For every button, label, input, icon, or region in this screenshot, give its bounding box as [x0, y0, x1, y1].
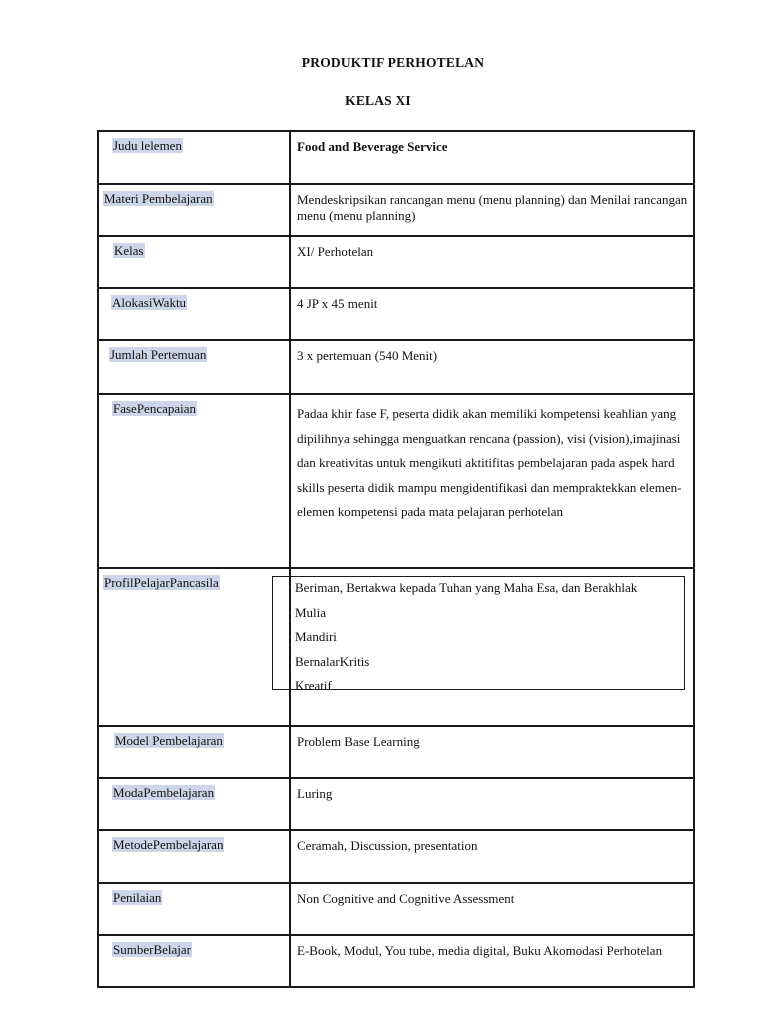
row-label-cell: [98, 830, 290, 883]
row-label: Materi Pembelajaran: [104, 191, 213, 206]
row-label-cell: [98, 288, 290, 340]
row-value-cell: [290, 935, 694, 987]
row-value-cell: [290, 236, 694, 288]
table-row: [98, 394, 694, 568]
row-value-cell: [290, 726, 694, 778]
list-item: Mandiri: [295, 629, 337, 644]
row-label: ProfilPelajarPancasila: [104, 575, 219, 590]
row-value: Non Cognitive and Cognitive Assessment: [297, 891, 515, 906]
list-item: Mulia: [295, 604, 327, 620]
row-label-cell: [98, 935, 290, 987]
list-item: Beriman, Bertakwa kepada Tuhan yang Maha Esa, dan Berakhlak: [295, 580, 638, 595]
row-label: Penilaian: [113, 890, 162, 905]
row-value: 4 JP x 45 menit: [297, 296, 378, 311]
table-row: [98, 726, 694, 778]
row-value: E-Book, Modul, You tube, media digital, Buku Akomodasi Perhotelan: [297, 943, 663, 958]
table-row: [98, 236, 694, 288]
row-label-cell: [98, 236, 290, 288]
row-value-cell: [290, 184, 694, 236]
row-value-cell: [290, 340, 694, 394]
table-row: [98, 883, 694, 935]
row-label-cell: [98, 340, 290, 394]
row-label-cell: [98, 131, 290, 184]
row-value: Ceramah, Discussion, presentation: [297, 838, 478, 853]
lesson-info-table: [97, 130, 695, 988]
row-label: MetodePembelajaran: [113, 837, 224, 852]
row-label: Judu lelemen: [113, 138, 182, 153]
row-value: 3 x pertemuan (540 Menit): [297, 348, 438, 363]
row-label-cell: [98, 883, 290, 935]
list-item: BernalarKritis: [295, 653, 370, 669]
table-row: [98, 288, 694, 340]
row-value-cell: [290, 778, 694, 830]
document-subtitle: KELAS XI: [345, 93, 411, 108]
row-value: Luring: [297, 786, 333, 801]
table-row: [98, 778, 694, 830]
table-row: [98, 184, 694, 236]
row-value: Mendeskripsikan rancangan menu (menu planning) dan Menilai rancangan menu (menu planning): [297, 192, 688, 223]
row-value-cell: [290, 883, 694, 935]
row-label-cell: [98, 394, 290, 568]
row-value-cell: [290, 131, 694, 184]
row-label-cell: [98, 568, 290, 726]
row-value: XI/ Perhotelan: [297, 244, 374, 259]
table-row: [98, 131, 694, 184]
row-value: Padaa khir fase F, peserta didik akan memiliki kompetensi keahlian yang dipilihnya sehingga menguatkan rencana (passion), visi (vision),imajinasi dan kreativitas untuk mengikuti aktitifitas pembelajaran pada aspek hard skills peserta didik mampu mengidentifikasi dan mempraktekkan elemen-elemen kompetensi pada mata pelajaran perhotelan: [297, 406, 682, 519]
row-value: Problem Base Learning: [297, 734, 420, 749]
row-label-cell: [98, 778, 290, 830]
row-value-cell: [290, 830, 694, 883]
row-label: Model Pembelajaran: [115, 733, 223, 748]
row-label-cell: [98, 184, 290, 236]
row-label: SumberBelajar: [113, 942, 191, 957]
list-item: Kreatif: [295, 678, 332, 693]
document-title: PRODUKTIF PERHOTELAN: [301, 55, 485, 70]
row-label: ModaPembelajaran: [113, 785, 215, 800]
profil-pelajar-list: [295, 576, 687, 699]
row-label: FasePencapaian: [113, 401, 197, 416]
row-label: AlokasiWaktu: [112, 295, 187, 310]
row-label: Kelas: [114, 243, 144, 258]
row-value-cell: [290, 288, 694, 340]
row-value-cell: [290, 394, 694, 568]
row-value: Food and Beverage Service: [297, 139, 448, 154]
table-row: [98, 340, 694, 394]
row-label-cell: [98, 726, 290, 778]
table-row: [98, 830, 694, 883]
table-row: [98, 935, 694, 987]
row-label: Jumlah Pertemuan: [110, 347, 207, 362]
